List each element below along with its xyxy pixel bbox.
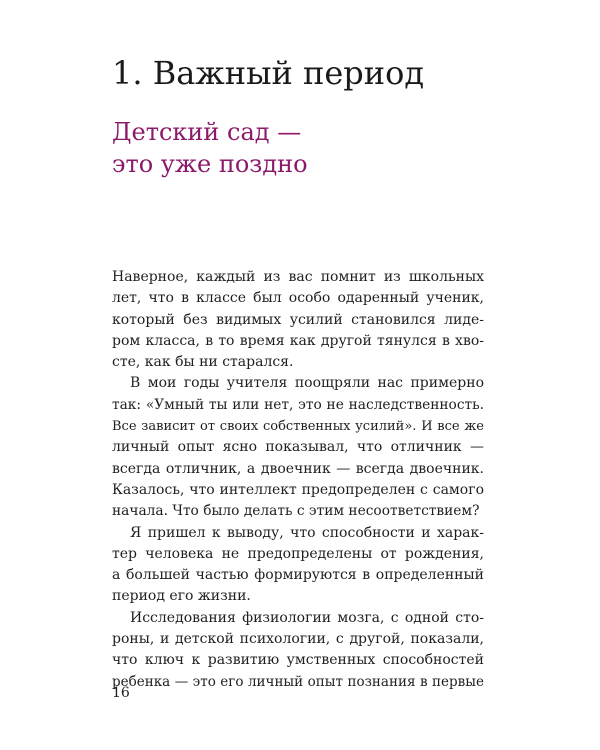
text-line: роны, и детской психологии, с другой, показали, — [112, 631, 484, 648]
text-line: сте, как бы ни старался. — [112, 354, 294, 371]
section-title-line: это уже поздно — [112, 150, 308, 178]
text-line: тер человека не предопределены от рождения, — [112, 545, 484, 562]
section-title-line: Детский сад — — [112, 118, 302, 146]
text-line: ром класса, в то время как другой тянулся в хво- — [112, 332, 484, 349]
text-line: лет, что в классе был особо одаренный ученик, — [112, 290, 484, 307]
text-line: который без видимых усилий становился лиде- — [112, 311, 484, 328]
chapter-title: 1. Важный период — [112, 54, 425, 92]
text-line: Наверное, каждый из вас помнит из школьных — [112, 269, 484, 285]
text-line: а большей частью формируются в определенный — [112, 567, 484, 584]
text-line: личный опыт ясно показывал, что отличник — — [112, 439, 484, 456]
text-line: период его жизни. — [112, 588, 251, 605]
text-line: Я пришел к выводу, что способности и харак- — [130, 524, 484, 541]
text-line: всегда отличник, а двоечник — всегда двоечник. — [112, 460, 484, 477]
text-line: Исследования физиологии мозга, с одной сто- — [130, 609, 484, 626]
section-title — [112, 116, 308, 180]
text-line: так: «Умный ты или нет, это не наследственность. — [112, 396, 484, 413]
text-line: ребенка — это его личный опыт познания в первые — [112, 673, 484, 690]
text-line: что ключ к развитию умственных способностей — [112, 652, 484, 669]
text-line: начала. Что было делать с этим несоответствием? — [112, 503, 480, 520]
text-line: В мои годы учителя поощряли нас примерно — [130, 375, 484, 392]
page-number: 16 — [112, 685, 130, 701]
body-text — [112, 267, 484, 693]
text-line: Казалось, что интеллект предопределен с самого — [112, 481, 484, 498]
text-line: Все зависит от своих собственных усилий». И все же — [112, 419, 484, 435]
